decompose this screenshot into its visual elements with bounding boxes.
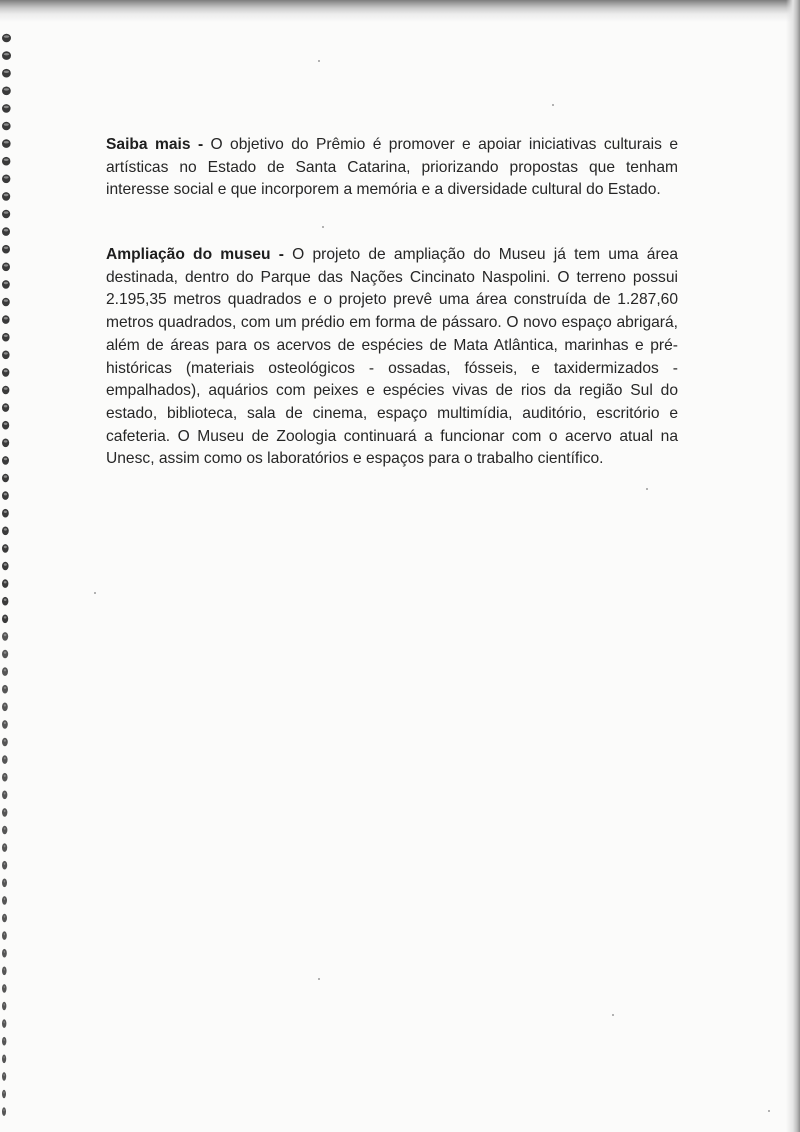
- binding-hole: [2, 879, 7, 888]
- binding-hole: [2, 967, 7, 976]
- heading-separator: -: [190, 136, 211, 153]
- paragraph-body: O projeto de ampliação do Museu já tem uma área destinada, dentro do Parque das Nações Cincinato Naspolini. O terreno possui 2.195,35 metros quadrados e o projeto prevê uma área construída de 1.287,60 metros quadrados, com um prédio em forma de pássaro. O novo espaço abrigará, além de áreas para os acervos de espécies de Mata Atlântica, marinhas e pré-históricas (materiais osteológicos - ossadas, fósseis, e taxidermizados - empalhados), aquários com peixes e espécies vivas de rios da região Sul do estado, biblioteca, sala de cinema, espaço multimídia, auditório, escritório e cafeteria. O Museu de Zoologia continuará a funcionar com o acervo atual na Unesc, assim como os laboratórios e espaços para o trabalho científico.: [106, 246, 678, 468]
- binding-hole: [2, 1055, 6, 1064]
- binding-hole: [2, 914, 7, 923]
- binding-hole: [2, 1019, 6, 1028]
- binding-hole: [2, 1037, 6, 1046]
- binding-hole: [2, 227, 10, 236]
- binding-hole: [2, 439, 9, 448]
- binding-hole: [2, 175, 10, 184]
- binding-hole: [2, 104, 11, 113]
- scan-speck: [318, 60, 320, 62]
- binding-hole: [2, 615, 8, 624]
- binding-hole: [2, 87, 11, 96]
- scan-speck: [318, 978, 320, 980]
- binding-hole: [2, 650, 8, 659]
- binding-hole: [2, 421, 9, 430]
- binding-hole: [2, 245, 10, 254]
- binding-hole: [2, 544, 9, 553]
- binding-hole: [2, 1002, 6, 1011]
- paragraph-body: O objetivo do Prêmio é promover e apoiar iniciativas culturais e artísticas no Estado de Santa Catarina, priorizando propostas que tenham interesse social e que incorporem a memória e a diversidade cultural do Estado.: [106, 136, 678, 199]
- binding-hole: [2, 597, 8, 606]
- binding-hole: [2, 456, 9, 465]
- binding-hole: [2, 403, 9, 412]
- binding-hole: [2, 474, 9, 483]
- binding-hole: [2, 826, 7, 835]
- binding-hole: [2, 527, 9, 536]
- binding-hole: [2, 509, 9, 518]
- scan-speck: [552, 104, 554, 106]
- binding-hole: [2, 263, 10, 272]
- binding-hole: [2, 1090, 6, 1099]
- binding-hole: [2, 69, 11, 78]
- binding-hole: [2, 1107, 6, 1116]
- binding-hole: [2, 861, 7, 870]
- scan-speck: [768, 1110, 770, 1112]
- binding-hole: [2, 491, 9, 500]
- binding-hole: [2, 843, 7, 852]
- scan-top-edge: [0, 0, 800, 22]
- paragraph-saiba-mais: [106, 134, 678, 202]
- heading-separator: -: [270, 246, 293, 263]
- binding-hole: [2, 949, 7, 958]
- binding-hole: [2, 315, 10, 324]
- binding-hole: [2, 280, 10, 289]
- scan-speck: [646, 488, 648, 490]
- binding-hole: [2, 931, 7, 940]
- binding-hole: [2, 720, 8, 729]
- binding-hole: [2, 685, 8, 694]
- binding-hole: [2, 562, 9, 571]
- binding-hole: [2, 738, 8, 747]
- binding-hole: [2, 34, 11, 43]
- binding-hole: [2, 351, 10, 360]
- binding-hole: [2, 51, 11, 60]
- binding-hole: [2, 703, 8, 712]
- binding-hole: [2, 192, 10, 201]
- binding-hole: [2, 368, 9, 377]
- binding-hole: [2, 808, 7, 817]
- scan-right-edge: [786, 0, 800, 1132]
- spiral-binding: [0, 30, 26, 1130]
- binding-hole: [2, 773, 8, 782]
- binding-hole: [2, 667, 8, 676]
- scan-speck: [612, 1014, 614, 1016]
- binding-hole: [2, 632, 8, 641]
- binding-hole: [2, 1072, 6, 1081]
- scan-speck: [94, 592, 96, 594]
- binding-hole: [2, 755, 8, 764]
- binding-hole: [2, 791, 7, 800]
- paragraph-heading: Ampliação do museu: [106, 246, 271, 263]
- binding-hole: [2, 210, 10, 219]
- scan-speck: [322, 226, 324, 228]
- binding-hole: [2, 579, 8, 588]
- binding-hole: [2, 984, 7, 993]
- paragraph-heading: Saiba mais: [106, 136, 191, 153]
- paragraph-ampliacao-museu: [106, 244, 678, 471]
- binding-hole: [2, 333, 10, 342]
- binding-hole: [2, 386, 9, 395]
- binding-hole: [2, 157, 10, 166]
- binding-hole: [2, 139, 11, 148]
- binding-hole: [2, 298, 10, 307]
- binding-hole: [2, 896, 7, 905]
- binding-hole: [2, 122, 11, 131]
